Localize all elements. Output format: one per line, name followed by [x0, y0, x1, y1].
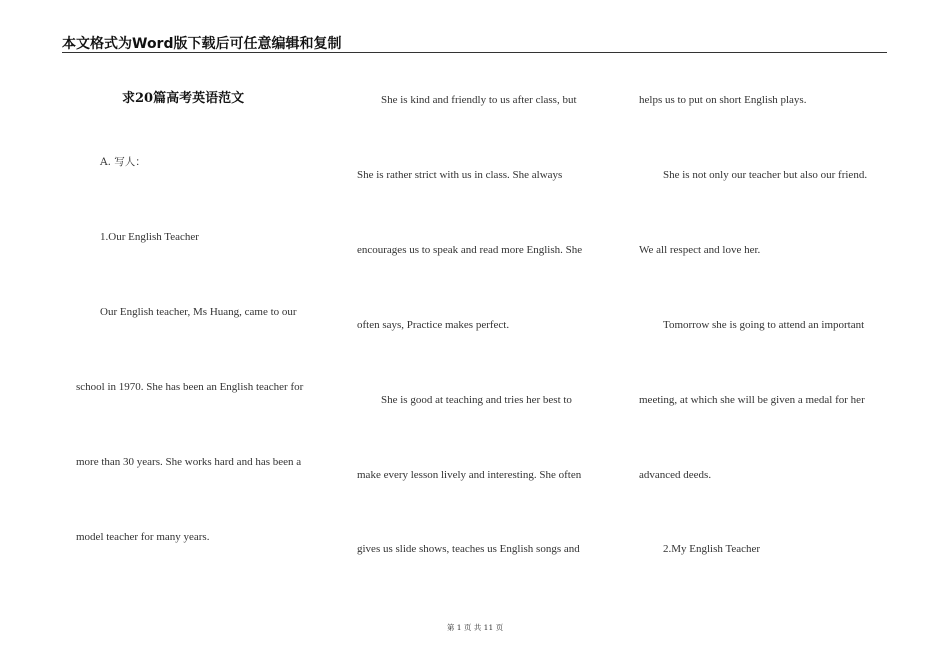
text-line: Our English teacher, Ms Huang, came to our [100, 306, 297, 318]
text-line: school in 1970. She has been an English teacher for [76, 381, 304, 393]
text-line: advanced deeds. [639, 469, 712, 481]
section-heading: A. 写人： [100, 156, 146, 168]
text-line: make every lesson lively and interesting. She often [357, 469, 582, 481]
text-line: more than 30 years. She works hard and has been a [76, 456, 302, 468]
text-line: helps us to put on short English plays. [639, 94, 807, 106]
text-line: She is not only our teacher but also our friend. [663, 169, 868, 181]
text-line: often says, Practice makes perfect. [357, 319, 510, 331]
text-line: She is kind and friendly to us after class, but [381, 94, 577, 106]
document-title: 求20篇高考英语范文 [122, 91, 245, 106]
header-banner: 本文格式为Word版下载后可任意编辑和复制 [62, 36, 342, 52]
text-line: She is rather strict with us in class. She always [357, 169, 563, 181]
text-line: She is good at teaching and tries her best to [381, 394, 572, 406]
text-line: model teacher for many years. [76, 531, 210, 543]
text-line: encourages us to speak and read more English. She [357, 244, 583, 256]
text-line: We all respect and love her. [639, 244, 761, 256]
header-divider [62, 52, 887, 53]
text-line: meeting, at which she will be given a medal for her [639, 394, 865, 406]
subsection-heading: 2.My English Teacher [663, 543, 761, 555]
text-line: Tomorrow she is going to attend an important [663, 319, 865, 331]
page-number: 第 1 页 共 11 页 [446, 623, 504, 632]
text-line: gives us slide shows, teaches us English songs and [357, 543, 580, 555]
subsection-heading: 1.Our English Teacher [100, 231, 199, 243]
